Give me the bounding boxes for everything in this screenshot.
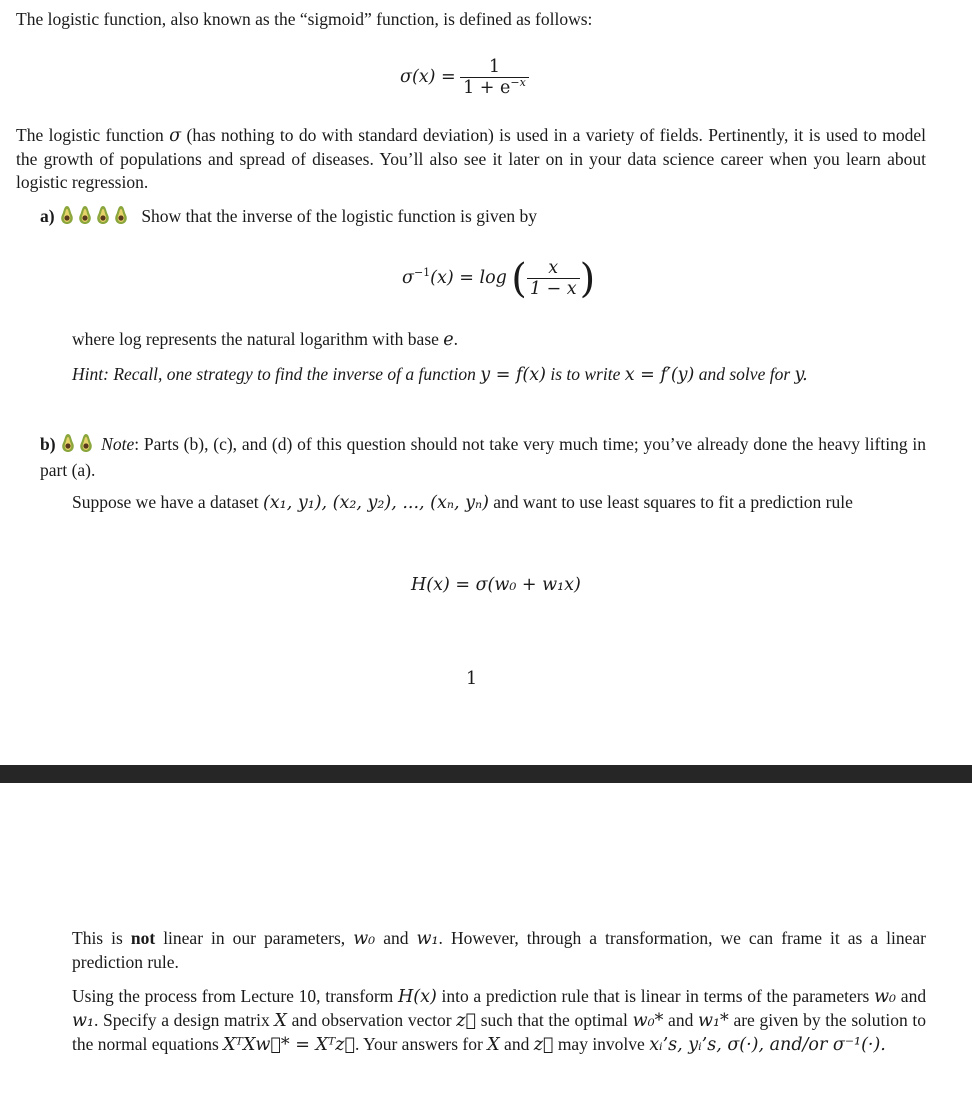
c2-and-2: and: [668, 1010, 694, 1030]
suppose-text-2: and want to use least squares to fit a prediction rule: [493, 492, 853, 512]
continuation-paragraph-2: [72, 985, 926, 1057]
part-a-prompt: Show that the inverse of the logistic function is given by: [141, 206, 537, 226]
c1-bold-not: not: [130, 928, 156, 948]
part-a-label: a): [40, 206, 55, 226]
description-part2: (has nothing to do with standard deviation) is used in a variety of fields. Pertinently, it is used to model the growth of populations and spread of diseases. You’ll also see it later on in your data science career when you learn about logistic regression.: [16, 125, 927, 192]
hint-y: y.: [794, 365, 808, 385]
c1-w1: w₁: [416, 929, 439, 949]
hint-middle: is to write: [550, 364, 621, 384]
intro-sentence: The logistic function, also known as the “sigmoid” function, is defined as follows:: [16, 9, 593, 29]
c2-w1star: w₁*: [698, 1011, 729, 1031]
hint-label: Hint:: [72, 364, 109, 384]
prediction-rule-equation: H(x) = σ(w₀ + w₁x): [411, 575, 581, 595]
c2-w1: w₁: [72, 1011, 94, 1031]
page-number: 1: [466, 669, 478, 689]
c2-terms: xᵢ’s, yᵢ’s, σ(·), and/or σ⁻¹(·).: [649, 1035, 886, 1055]
c1-w0: w₀: [353, 929, 376, 949]
description-part1: The logistic function: [16, 125, 164, 145]
c1-before: This is: [72, 928, 123, 948]
hint-end: and solve for: [698, 364, 791, 384]
c2-w0star: w₀*: [632, 1011, 664, 1031]
c2-e: such that the optimal: [480, 1010, 628, 1030]
avocado-difficulty-icons-b: [60, 433, 96, 459]
c1-after: linear in our parameters,: [163, 928, 346, 948]
part-a-heading: [40, 205, 537, 231]
where-text-2: .: [453, 329, 459, 349]
c2-f: are given by the solution to the normal equations: [72, 1010, 927, 1054]
sigmoid-denominator: [460, 77, 529, 99]
sigmoid-fraction: [460, 57, 529, 99]
suppose-paragraph: [72, 491, 926, 515]
c2-Hx: H(x): [397, 987, 437, 1007]
continuation-paragraph-1: [72, 927, 926, 974]
sigmoid-numerator: 1: [488, 57, 500, 77]
c2-d: and observation vector: [291, 1010, 452, 1030]
dataset-expression: (x₁, y₁), (x₂, y₂), ..., (xₙ, yₙ): [262, 493, 489, 513]
c2-b: into a prediction rule that is linear in terms of the parameters: [441, 986, 870, 1006]
description-paragraph: [16, 124, 926, 194]
c2-zvec: z⃗: [456, 1011, 476, 1031]
where-text-1: where log represents the natural logarithm with base: [72, 329, 439, 349]
where-e: e: [443, 330, 454, 350]
inverse-numerator: x: [548, 258, 559, 278]
c2-a: Using the process from Lecture 10, transform: [72, 986, 394, 1006]
inverse-denominator: 1 − x: [527, 278, 580, 300]
sigmoid-lhs: σ(x) =: [400, 67, 456, 88]
avocado-difficulty-icons-a: [59, 205, 131, 231]
left-paren: (: [511, 256, 527, 302]
c1-end: . However, through a transformation, we can frame it as a linear prediction rule.: [72, 928, 927, 972]
c2-X-2: X: [487, 1035, 500, 1055]
where-log-text: [72, 328, 926, 352]
c2-zvec-2: z⃗: [533, 1035, 554, 1055]
right-paren: ): [579, 256, 596, 302]
c2-h: may involve: [557, 1034, 645, 1054]
avocado-icon-group-a: [59, 205, 131, 225]
inverse-sigma: σ: [402, 268, 414, 289]
c2-g: . Your answers for: [354, 1034, 483, 1054]
sigmoid-den-exponent: −x: [510, 76, 526, 90]
intro-text: [16, 8, 926, 31]
sigma-symbol: σ: [169, 126, 182, 146]
part-b-note: [40, 433, 926, 482]
hint-equation-2: x = f′(y): [624, 365, 695, 385]
hint-text: Recall, one strategy to find the inverse of a function: [113, 364, 476, 384]
inverse-lhs-rest: (x) = log: [430, 268, 507, 289]
normal-equation: XᵀXw⃗* = Xᵀz⃗: [223, 1035, 355, 1055]
sigmoid-equation: [400, 57, 529, 99]
c2-and: and: [900, 986, 927, 1006]
c2-c: . Specify a design matrix: [94, 1010, 270, 1030]
hint-paragraph: [72, 363, 926, 387]
note-text: : Parts (b), (c), and (d) of this question should not take very much time; you’ve already done the heavy lifting in part (a).: [40, 434, 926, 480]
note-label: Note: [101, 434, 135, 454]
part-b-label: b): [40, 434, 56, 454]
inverse-equation: [402, 258, 595, 300]
sigmoid-den-base: 1 + e: [463, 78, 511, 98]
avocado-icon-group-b: [60, 433, 96, 453]
c2-and-3: and: [504, 1034, 530, 1054]
inverse-fraction: [527, 258, 580, 300]
hint-equation-1: y = f(x): [480, 365, 546, 385]
inverse-exponent: −1: [413, 266, 431, 280]
c2-w0: w₀: [874, 987, 897, 1007]
page-break-bar: [0, 765, 972, 783]
c2-X: X: [274, 1011, 287, 1031]
c1-and: and: [383, 928, 409, 948]
suppose-text-1: Suppose we have a dataset: [72, 492, 259, 512]
